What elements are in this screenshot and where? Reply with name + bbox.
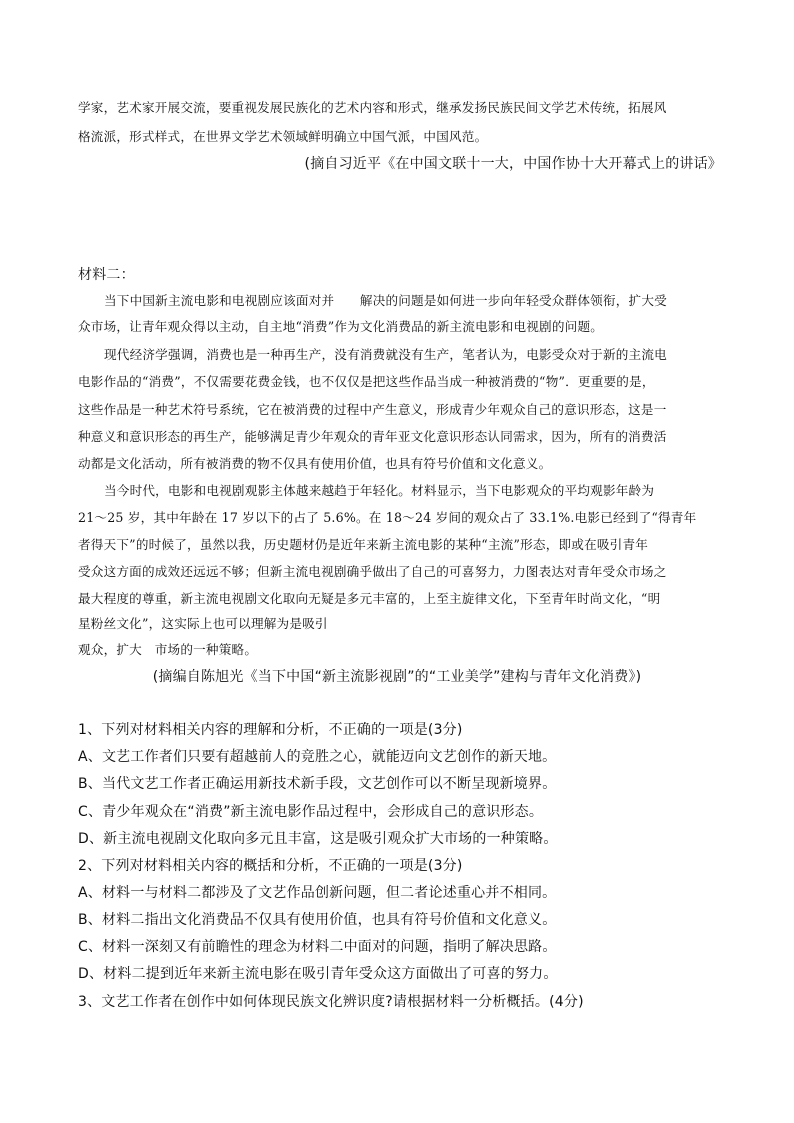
question-1-option-a: A、文艺工作者们只要有超越前人的竞胜之心，就能迈向文艺创作的新天地。 [78,749,557,765]
material-one-line: 格流派，形式样式，在世界文学艺术领域鲜明确立中国气派，中国风范。 [78,129,488,144]
material-two-line: 现代经济学强调，消费也是一种再生产，没有消费就没有生产，笔者认为，电影受众对于新的主流电 [104,347,667,362]
material-two-line: 电影作品的“消费”，不仅需要花费金钱，也不仅仅是把这些作品当成一种被消费的“物”．更重要的是， [78,374,655,389]
material-two-line: 受众这方面的成效还远远不够；但新主流电视剧确乎做出了自己的可喜努力，力图表达对青年受众市场之 [78,564,667,579]
question-2-option-b: B、材料二指出文化消费品不仅具有使用价值，也具有符号价值和文化意义。 [78,912,557,928]
material-two-line: 当今时代，电影和电视剧观影主体越来越趋于年轻化。材料显示，当下电影观众的平均观影年龄为 [104,483,655,498]
material-one-source: (摘自习近平《在中国文联十一大，中国作协十大开幕式上的讲话》 [304,156,722,172]
material-two-line: 种意义和意识形态的再生产，能够满足青少年观众的青年亚文化意识形态认同需求，因为，所有的消费活 [78,429,667,444]
material-two-line: 动都是文化活动，所有被消费的物不仅具有使用价值，也具有符号价值和文化意义。 [78,456,552,471]
material-one-line: 学家，艺术家开展交流，要重视发展民族化的艺术内容和形式，继承发扬民族民间文学艺术传统，拓展风 [78,100,667,115]
question-1-option-b: B、当代文艺工作者正确运用新技术新手段，文艺创作可以不断呈现新境界。 [78,776,557,792]
question-2-option-d: D、材料二提到近年来新主流电影在吸引青年受众这方面做出了可喜的努力。 [78,966,558,982]
question-2: 2、下列对材料相关内容的概括和分析，不正确的一项是(3分) [78,858,463,874]
question-2-option-c: C、材料一深刻又有前瞻性的理念为材料二中面对的问题，指明了解决思路。 [78,939,557,955]
question-1-option-d: D、新主流电视剧文化取向多元且丰富，这是吸引观众扩大市场的一种策略。 [78,831,558,847]
material-two-line: 最大程度的尊重，新主流电视剧文化取向无疑是多元丰富的，上至主旋律文化，下至青年时尚文化，“明 [78,591,661,606]
material-two-label: 材料二： [78,267,135,283]
material-two-line: 众市场，让青年观众得以主动，自主地“消费”作为文化消费品的新主流电影和电视剧的问题。 [78,319,604,334]
material-two-source: (摘编自陈旭光《当下中国“新主流影视剧”的“工业美学”建构与青年文化消费》) [152,669,642,685]
material-two-line: 这些作品是一种艺术符号系统，它在被消费的过程中产生意义，形成青少年观众自己的意识形态，这是一 [78,402,667,417]
material-two-line: 者得天下”的时候了，虽然以我，历史题材仍是近年来新主流电影的某种“主流”形态，即或在吸引青年 [78,537,649,552]
material-two-line: 观众，扩大 市场的一种策略。 [78,642,258,657]
question-3: 3、文艺工作者在创作中如何体现民族文化辨识度?请根据材料一分析概括。(4分) [78,994,584,1010]
material-two-line: 21～25 岁，其中年龄在 17 岁以下的占了 5.6%。在 18～24 岁间的观众占了 33.1%.电影已经到了“得青年 [78,510,697,525]
question-2-option-a: A、材料一与材料二都涉及了文艺作品创新问题，但二者论述重心并不相同。 [78,885,557,901]
material-two-line: 当下中国新主流电影和电视剧应该面对并 解决的问题是如何进一步向年轻受众群体领衔，扩大受 [104,293,667,308]
question-1: 1、下列对材料相关内容的理解和分析，不正确的一项是(3分) [78,722,463,738]
question-1-option-c: C、青少年观众在“消费”新主流电影作品过程中，会形成自己的意识形态。 [78,804,544,820]
material-two-line: 星粉丝文化”，这实际上也可以理解为是吸引 [78,616,328,631]
